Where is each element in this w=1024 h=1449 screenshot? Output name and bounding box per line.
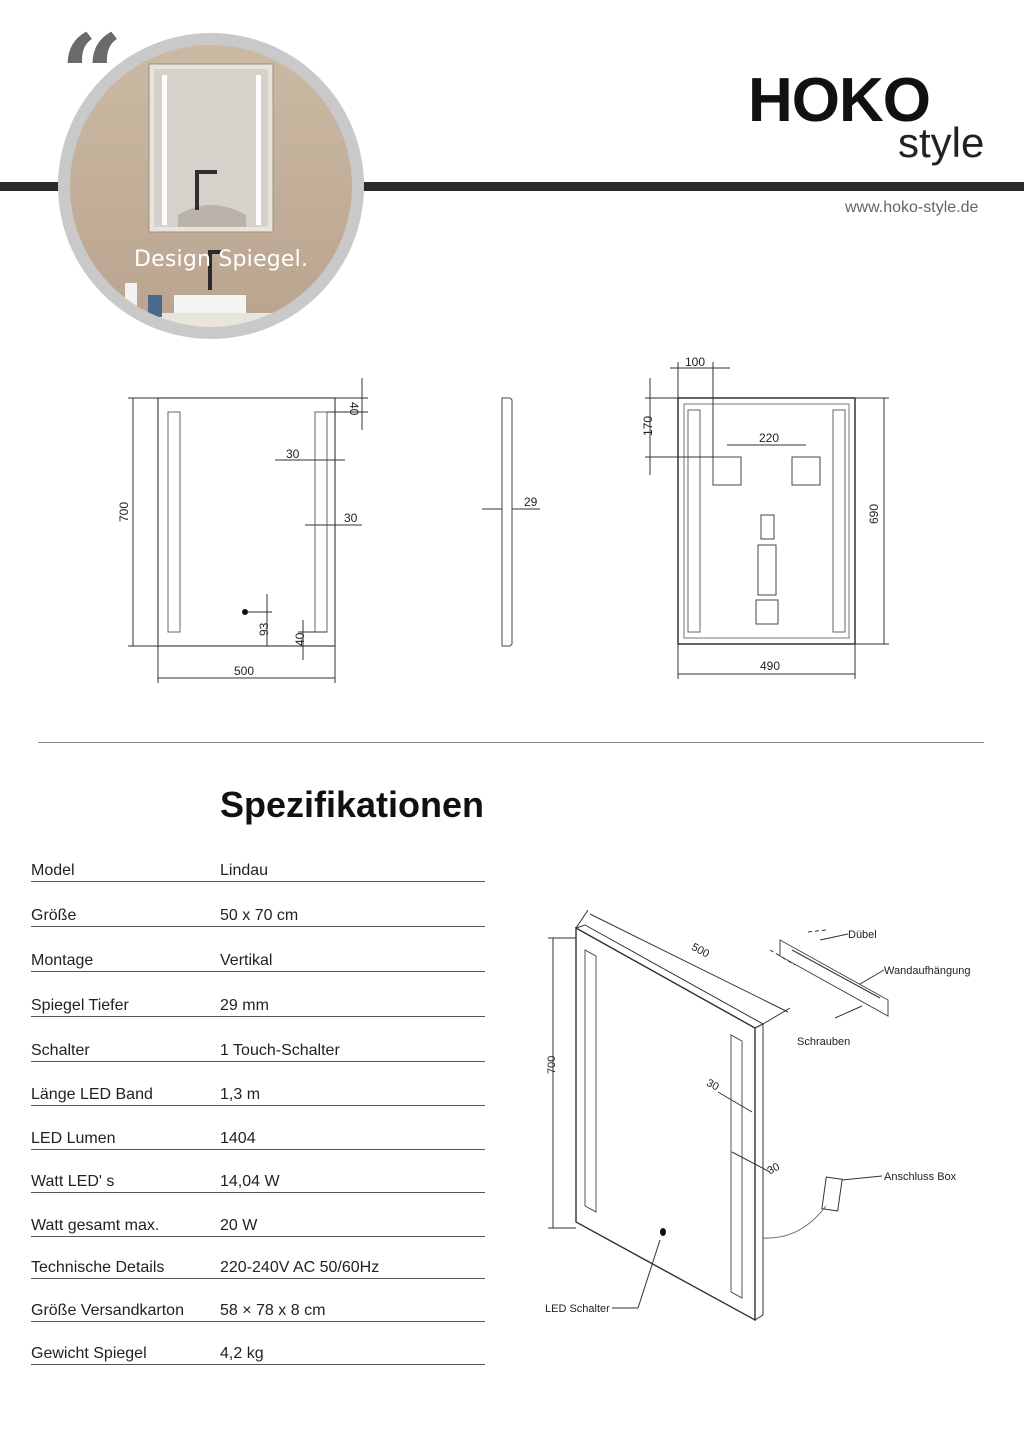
- dim-iso-height: 700: [546, 1055, 558, 1074]
- label-screws: Schrauben: [797, 1036, 851, 1048]
- spec-value: 1,3 m: [220, 1086, 261, 1103]
- spec-value: 220-240V AC 50/60Hz: [220, 1259, 380, 1276]
- dim-front-strip-width: 30: [344, 511, 358, 525]
- spec-row: [31, 900, 485, 927]
- side-view-drawing: [482, 398, 540, 646]
- label-wall-mount: Wandaufhängung: [884, 965, 971, 977]
- dim-iso-strip-offset: 30: [704, 1077, 721, 1094]
- spec-label: Spiegel Tiefer: [31, 997, 129, 1014]
- dim-front-width: 500: [234, 664, 255, 678]
- dim-back-height: 690: [867, 503, 881, 524]
- spec-label: Montage: [31, 952, 94, 969]
- dim-back-bracket-offset: 100: [685, 355, 706, 369]
- spec-value: 14,04 W: [220, 1173, 280, 1190]
- spec-label: Watt gesamt max.: [31, 1217, 160, 1234]
- isometric-drawing: [530, 900, 1000, 1340]
- label-led-switch: LED Schalter: [545, 1303, 610, 1315]
- spec-value: Lindau: [220, 862, 269, 879]
- spec-row: [31, 1123, 485, 1150]
- dim-front-height: 700: [117, 501, 131, 522]
- spec-value: 1404: [220, 1130, 256, 1147]
- spec-label: Schalter: [31, 1042, 90, 1059]
- spec-row: [31, 1035, 485, 1062]
- website-link[interactable]: www.hoko-style.de: [845, 199, 979, 216]
- spec-label: Gewicht Spiegel: [31, 1345, 147, 1362]
- spec-value: Vertikal: [220, 952, 273, 969]
- spec-value: 4,2 kg: [220, 1345, 264, 1362]
- spec-value: 58 × 78 x 8 cm: [220, 1302, 326, 1319]
- dim-front-bottom-margin: 40: [293, 632, 307, 646]
- hero-caption: Design Spiegel.: [134, 247, 309, 272]
- dim-front-switch-height: 93: [257, 622, 271, 636]
- dim-back-bracket-spacing: 220: [759, 431, 780, 445]
- spec-value: 29 mm: [220, 997, 269, 1014]
- dim-iso-width: 500: [689, 941, 712, 961]
- spec-label: Länge LED Band: [31, 1086, 153, 1103]
- dim-iso-strip-width: 30: [765, 1160, 782, 1178]
- technical-drawings: [0, 340, 1024, 740]
- spec-row: [31, 990, 485, 1017]
- dim-front-strip-offset: 30: [286, 447, 300, 461]
- section-divider: [38, 742, 984, 743]
- spec-row: [31, 1338, 485, 1365]
- spec-label: Technische Details: [31, 1259, 165, 1276]
- label-dowel: Dübel: [848, 929, 877, 941]
- spec-row: [31, 1252, 485, 1279]
- front-view-drawing: [117, 378, 368, 683]
- dim-front-top-margin: 40: [347, 402, 361, 416]
- spec-row: [31, 1166, 485, 1193]
- brand-logo-sub: style: [898, 119, 985, 166]
- spec-value: 20 W: [220, 1217, 258, 1234]
- spec-label: Model: [31, 862, 75, 879]
- spec-label: LED Lumen: [31, 1130, 116, 1147]
- spec-label: Watt LED' s: [31, 1173, 115, 1190]
- spec-row: [31, 1210, 485, 1237]
- spec-value: 50 x 70 cm: [220, 907, 299, 924]
- spec-value: 1 Touch-Schalter: [220, 1042, 340, 1059]
- label-connection-box: Anschluss Box: [884, 1171, 957, 1183]
- spec-row: [31, 1295, 485, 1322]
- quote-icon: “: [60, 10, 124, 139]
- brand-logo: HOKO: [748, 66, 930, 135]
- spec-label: Größe Versandkarton: [31, 1302, 184, 1319]
- dim-back-bracket-top: 170: [641, 415, 655, 436]
- spec-title: Spezifikationen: [220, 784, 485, 825]
- back-view-drawing: [641, 355, 889, 679]
- spec-label: Größe: [31, 907, 77, 924]
- spec-row: [31, 1079, 485, 1106]
- dim-side-depth: 29: [524, 495, 538, 509]
- dim-back-width: 490: [760, 659, 781, 673]
- spec-row: [31, 945, 485, 972]
- spec-row: [31, 855, 485, 882]
